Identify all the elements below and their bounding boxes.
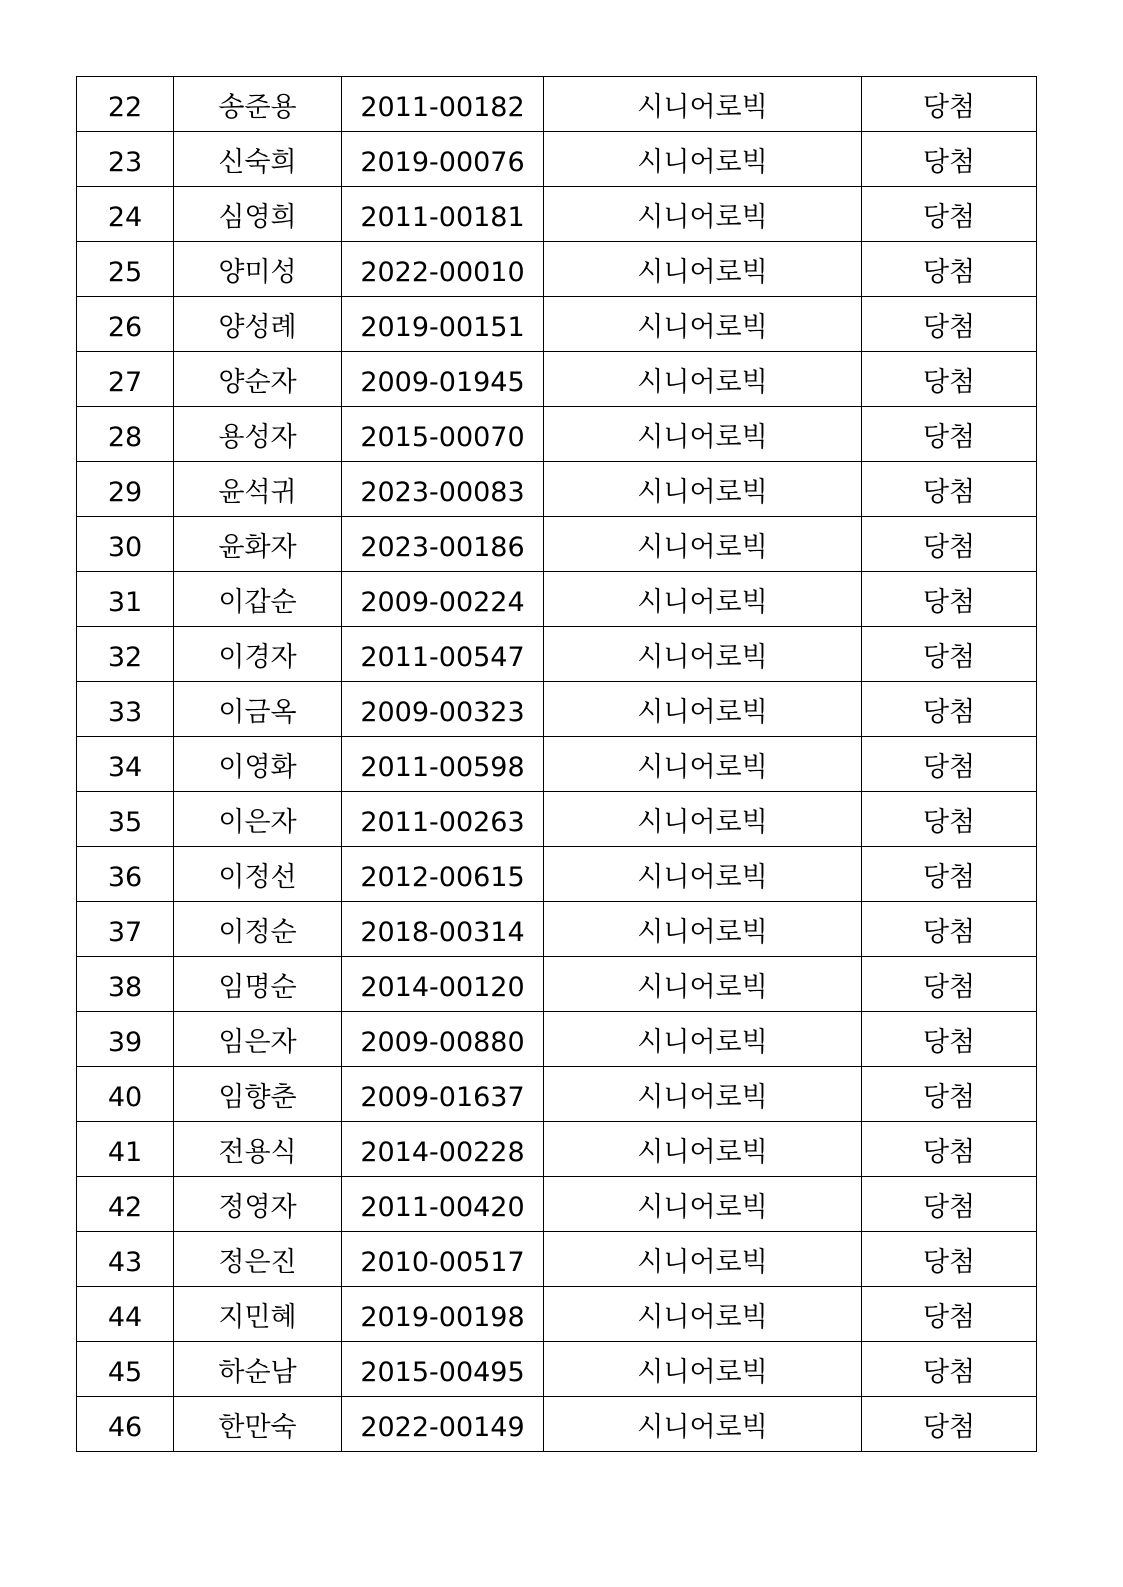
program-name-cell: 시니어로빅 [544, 1012, 862, 1067]
table-row [77, 1342, 1037, 1397]
member-id-cell: 2011-00598 [342, 737, 544, 792]
program-name-cell: 시니어로빅 [544, 517, 862, 572]
member-name-cell: 양미성 [174, 242, 342, 297]
lottery-result-cell: 당첨 [862, 847, 1037, 902]
lottery-result-cell: 당첨 [862, 132, 1037, 187]
member-id-cell: 2022-00149 [342, 1397, 544, 1452]
program-name-cell: 시니어로빅 [544, 242, 862, 297]
lottery-results-table [76, 76, 1037, 1452]
lottery-result-cell: 당첨 [862, 572, 1037, 627]
program-name-cell: 시니어로빅 [544, 572, 862, 627]
member-name-cell: 이금옥 [174, 682, 342, 737]
member-name-cell: 정영자 [174, 1177, 342, 1232]
row-number-cell: 33 [77, 682, 174, 737]
table-row [77, 792, 1037, 847]
row-number-cell: 42 [77, 1177, 174, 1232]
table-row [77, 627, 1037, 682]
lottery-result-cell: 당첨 [862, 902, 1037, 957]
table-row [77, 297, 1037, 352]
member-id-cell: 2014-00120 [342, 957, 544, 1012]
program-name-cell: 시니어로빅 [544, 352, 862, 407]
row-number-cell: 22 [77, 77, 174, 132]
member-name-cell: 이정순 [174, 902, 342, 957]
member-name-cell: 한만숙 [174, 1397, 342, 1452]
lottery-result-cell: 당첨 [862, 627, 1037, 682]
row-number-cell: 45 [77, 1342, 174, 1397]
member-name-cell: 양성례 [174, 297, 342, 352]
program-name-cell: 시니어로빅 [544, 1287, 862, 1342]
member-name-cell: 이경자 [174, 627, 342, 682]
program-name-cell: 시니어로빅 [544, 1232, 862, 1287]
program-name-cell: 시니어로빅 [544, 1342, 862, 1397]
row-number-cell: 44 [77, 1287, 174, 1342]
table-row [77, 77, 1037, 132]
table-row [77, 1177, 1037, 1232]
program-name-cell: 시니어로빅 [544, 902, 862, 957]
program-name-cell: 시니어로빅 [544, 1177, 862, 1232]
member-name-cell: 임명순 [174, 957, 342, 1012]
table-body [77, 77, 1037, 1452]
lottery-result-cell: 당첨 [862, 1342, 1037, 1397]
row-number-cell: 24 [77, 187, 174, 242]
table-row [77, 187, 1037, 242]
lottery-result-cell: 당첨 [862, 77, 1037, 132]
row-number-cell: 32 [77, 627, 174, 682]
lottery-result-cell: 당첨 [862, 1177, 1037, 1232]
table-row [77, 1067, 1037, 1122]
member-name-cell: 지민혜 [174, 1287, 342, 1342]
program-name-cell: 시니어로빅 [544, 1122, 862, 1177]
member-id-cell: 2023-00186 [342, 517, 544, 572]
row-number-cell: 29 [77, 462, 174, 517]
program-name-cell: 시니어로빅 [544, 957, 862, 1012]
lottery-result-cell: 당첨 [862, 352, 1037, 407]
lottery-result-cell: 당첨 [862, 957, 1037, 1012]
member-id-cell: 2010-00517 [342, 1232, 544, 1287]
row-number-cell: 28 [77, 407, 174, 462]
table-row [77, 1232, 1037, 1287]
program-name-cell: 시니어로빅 [544, 847, 862, 902]
table-row [77, 572, 1037, 627]
member-name-cell: 이영화 [174, 737, 342, 792]
member-id-cell: 2011-00420 [342, 1177, 544, 1232]
program-name-cell: 시니어로빅 [544, 462, 862, 517]
table-row [77, 1397, 1037, 1452]
member-id-cell: 2009-00323 [342, 682, 544, 737]
lottery-result-cell: 당첨 [862, 792, 1037, 847]
member-name-cell: 심영희 [174, 187, 342, 242]
member-id-cell: 2019-00198 [342, 1287, 544, 1342]
program-name-cell: 시니어로빅 [544, 1397, 862, 1452]
member-id-cell: 2019-00076 [342, 132, 544, 187]
program-name-cell: 시니어로빅 [544, 737, 862, 792]
member-id-cell: 2011-00181 [342, 187, 544, 242]
row-number-cell: 31 [77, 572, 174, 627]
lottery-result-cell: 당첨 [862, 682, 1037, 737]
row-number-cell: 43 [77, 1232, 174, 1287]
member-id-cell: 2018-00314 [342, 902, 544, 957]
lottery-result-cell: 당첨 [862, 517, 1037, 572]
table-row [77, 462, 1037, 517]
member-name-cell: 하순남 [174, 1342, 342, 1397]
table-row [77, 242, 1037, 297]
member-name-cell: 양순자 [174, 352, 342, 407]
lottery-result-cell: 당첨 [862, 1287, 1037, 1342]
row-number-cell: 46 [77, 1397, 174, 1452]
lottery-result-cell: 당첨 [862, 1232, 1037, 1287]
row-number-cell: 37 [77, 902, 174, 957]
row-number-cell: 27 [77, 352, 174, 407]
member-id-cell: 2009-01637 [342, 1067, 544, 1122]
lottery-result-cell: 당첨 [862, 1067, 1037, 1122]
member-id-cell: 2011-00263 [342, 792, 544, 847]
member-id-cell: 2009-01945 [342, 352, 544, 407]
lottery-result-cell: 당첨 [862, 462, 1037, 517]
table-row [77, 352, 1037, 407]
row-number-cell: 26 [77, 297, 174, 352]
program-name-cell: 시니어로빅 [544, 297, 862, 352]
member-name-cell: 임향춘 [174, 1067, 342, 1122]
member-name-cell: 송준용 [174, 77, 342, 132]
program-name-cell: 시니어로빅 [544, 1067, 862, 1122]
member-name-cell: 정은진 [174, 1232, 342, 1287]
member-name-cell: 이은자 [174, 792, 342, 847]
row-number-cell: 30 [77, 517, 174, 572]
member-name-cell: 이정선 [174, 847, 342, 902]
member-id-cell: 2022-00010 [342, 242, 544, 297]
table-row [77, 902, 1037, 957]
member-name-cell: 이갑순 [174, 572, 342, 627]
member-id-cell: 2015-00070 [342, 407, 544, 462]
member-name-cell: 윤석귀 [174, 462, 342, 517]
program-name-cell: 시니어로빅 [544, 627, 862, 682]
member-id-cell: 2011-00547 [342, 627, 544, 682]
row-number-cell: 34 [77, 737, 174, 792]
member-id-cell: 2009-00224 [342, 572, 544, 627]
row-number-cell: 36 [77, 847, 174, 902]
table-row [77, 957, 1037, 1012]
row-number-cell: 40 [77, 1067, 174, 1122]
member-name-cell: 용성자 [174, 407, 342, 462]
lottery-result-cell: 당첨 [862, 187, 1037, 242]
lottery-result-cell: 당첨 [862, 242, 1037, 297]
program-name-cell: 시니어로빅 [544, 407, 862, 462]
row-number-cell: 41 [77, 1122, 174, 1177]
table-row [77, 682, 1037, 737]
member-id-cell: 2019-00151 [342, 297, 544, 352]
program-name-cell: 시니어로빅 [544, 77, 862, 132]
member-id-cell: 2009-00880 [342, 1012, 544, 1067]
lottery-result-cell: 당첨 [862, 1397, 1037, 1452]
member-name-cell: 윤화자 [174, 517, 342, 572]
member-id-cell: 2012-00615 [342, 847, 544, 902]
table-row [77, 1122, 1037, 1177]
member-name-cell: 신숙희 [174, 132, 342, 187]
row-number-cell: 38 [77, 957, 174, 1012]
member-id-cell: 2015-00495 [342, 1342, 544, 1397]
member-name-cell: 전용식 [174, 1122, 342, 1177]
lottery-result-cell: 당첨 [862, 407, 1037, 462]
table-row [77, 407, 1037, 462]
member-id-cell: 2023-00083 [342, 462, 544, 517]
program-name-cell: 시니어로빅 [544, 682, 862, 737]
row-number-cell: 23 [77, 132, 174, 187]
program-name-cell: 시니어로빅 [544, 792, 862, 847]
row-number-cell: 25 [77, 242, 174, 297]
table-row [77, 847, 1037, 902]
table-row [77, 517, 1037, 572]
program-name-cell: 시니어로빅 [544, 187, 862, 242]
program-name-cell: 시니어로빅 [544, 132, 862, 187]
lottery-result-cell: 당첨 [862, 737, 1037, 792]
lottery-result-cell: 당첨 [862, 297, 1037, 352]
table-row [77, 132, 1037, 187]
table-row [77, 1287, 1037, 1342]
member-id-cell: 2011-00182 [342, 77, 544, 132]
table-row [77, 737, 1037, 792]
row-number-cell: 35 [77, 792, 174, 847]
member-name-cell: 임은자 [174, 1012, 342, 1067]
row-number-cell: 39 [77, 1012, 174, 1067]
lottery-result-cell: 당첨 [862, 1012, 1037, 1067]
table-row [77, 1012, 1037, 1067]
lottery-result-cell: 당첨 [862, 1122, 1037, 1177]
member-id-cell: 2014-00228 [342, 1122, 544, 1177]
